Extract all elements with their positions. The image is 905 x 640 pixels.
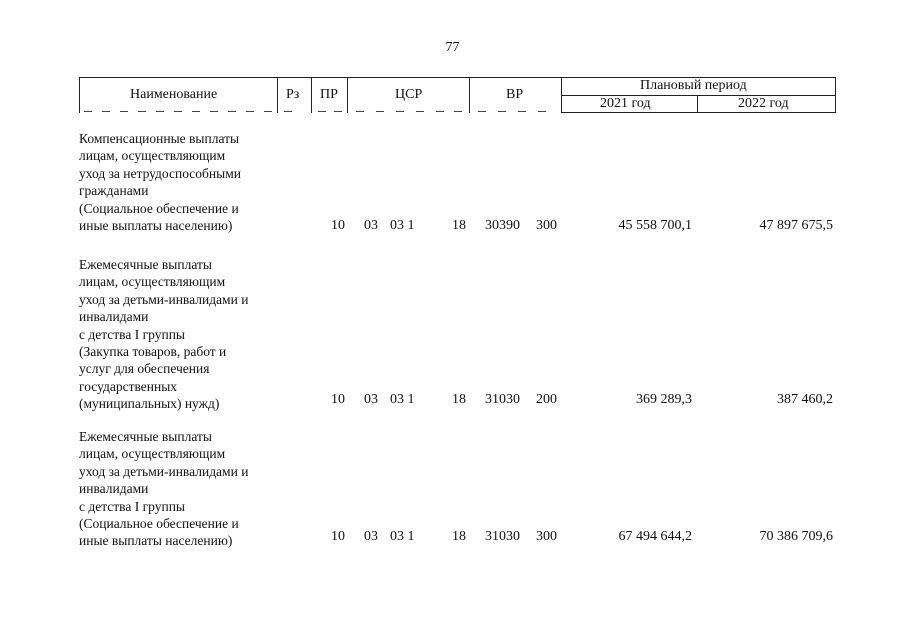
row-name-line: Ежемесячные выплаты bbox=[79, 429, 212, 444]
header-dash bbox=[192, 111, 200, 112]
cell-csr-1: 03 1 bbox=[390, 392, 415, 407]
row-name-line: (Социальное обеспечение и bbox=[79, 200, 239, 216]
header-col-border bbox=[835, 77, 836, 113]
header-col-border bbox=[561, 77, 562, 113]
cell-csr-2: 18 bbox=[452, 218, 466, 233]
row-name-line: с детства I группы bbox=[79, 326, 185, 342]
row-name-line: (Закупка товаров, работ и bbox=[79, 344, 227, 360]
row-name bbox=[79, 428, 289, 550]
header-col-border bbox=[469, 77, 470, 113]
header-col-border bbox=[79, 77, 80, 113]
cell-2021: 67 494 644,2 bbox=[618, 529, 692, 544]
cell-pr: 03 bbox=[364, 392, 378, 407]
header-dash bbox=[318, 111, 326, 112]
cell-csr-3: 31030 bbox=[485, 392, 520, 407]
cell-csr-2: 18 bbox=[452, 529, 466, 544]
header-dash bbox=[156, 111, 164, 112]
header-vr: ВР bbox=[506, 87, 524, 102]
header-dash bbox=[246, 111, 254, 112]
header-dash bbox=[396, 111, 404, 112]
row-name bbox=[79, 130, 289, 234]
header-col-border bbox=[311, 77, 312, 113]
header-pr: ПР bbox=[320, 87, 338, 102]
header-dash bbox=[538, 111, 546, 112]
row-name-line: государственных bbox=[79, 378, 178, 394]
row-name-line: (Социальное обеспечение и bbox=[79, 516, 239, 532]
header-dash bbox=[84, 111, 92, 112]
row-name-line: уход за детьми-инвалидами и bbox=[79, 463, 249, 479]
row-name-line: лицам, осуществляющим bbox=[79, 148, 226, 164]
cell-2021: 45 558 700,1 bbox=[618, 218, 692, 233]
row-name-line: уход за нетрудоспособными bbox=[79, 165, 241, 181]
cell-pr: 03 bbox=[364, 218, 378, 233]
header-dash bbox=[102, 111, 110, 112]
header-dash bbox=[454, 111, 462, 112]
row-name-line: гражданами bbox=[79, 183, 149, 199]
cell-2021: 369 289,3 bbox=[636, 392, 692, 407]
cell-2022: 47 897 675,5 bbox=[759, 218, 833, 233]
cell-csr-3: 31030 bbox=[485, 529, 520, 544]
page-number: 77 bbox=[445, 40, 460, 55]
row-name-line: лицам, осуществляющим bbox=[79, 274, 226, 290]
row-name-line: услуг для обеспечения bbox=[79, 361, 210, 377]
cell-2022: 387 460,2 bbox=[777, 392, 833, 407]
header-year-2021: 2021 год bbox=[600, 96, 651, 111]
row-name-line: Ежемесячные выплаты bbox=[79, 257, 212, 272]
row-name bbox=[79, 256, 289, 413]
header-name: Наименование bbox=[130, 87, 218, 102]
header-bottom-border bbox=[561, 112, 836, 113]
cell-csr-1: 03 1 bbox=[390, 529, 415, 544]
cell-vr: 200 bbox=[536, 392, 557, 407]
cell-csr-3: 30390 bbox=[485, 218, 520, 233]
header-dash bbox=[284, 111, 292, 112]
row-name-line: с детства I группы bbox=[79, 498, 185, 514]
cell-rz: 10 bbox=[331, 218, 345, 233]
row-name-line: иные выплаты населению) bbox=[79, 533, 233, 549]
row-name-line: Компенсационные выплаты bbox=[79, 131, 240, 146]
cell-2022: 70 386 709,6 bbox=[759, 529, 833, 544]
row-name-line: (муниципальных) нужд) bbox=[79, 396, 220, 412]
cell-csr-2: 18 bbox=[452, 392, 466, 407]
cell-rz: 10 bbox=[331, 529, 345, 544]
header-dash bbox=[120, 111, 128, 112]
cell-rz: 10 bbox=[331, 392, 345, 407]
row-name-line: лицам, осуществляющим bbox=[79, 446, 226, 462]
header-dash bbox=[376, 111, 384, 112]
header-dash bbox=[228, 111, 236, 112]
header-dash bbox=[436, 111, 444, 112]
header-col-border bbox=[347, 77, 348, 113]
header-dash bbox=[334, 111, 342, 112]
row-name-line: инвалидами bbox=[79, 481, 149, 497]
row-name-line: иные выплаты населению) bbox=[79, 218, 233, 234]
header-col-border bbox=[697, 95, 698, 113]
header-dash bbox=[138, 111, 146, 112]
cell-vr: 300 bbox=[536, 529, 557, 544]
header-dash bbox=[518, 111, 526, 112]
header-csr: ЦСР bbox=[395, 87, 423, 102]
row-name-line: инвалидами bbox=[79, 309, 149, 325]
row-name-line: уход за детьми-инвалидами и bbox=[79, 291, 249, 307]
header-dash bbox=[478, 111, 486, 112]
cell-vr: 300 bbox=[536, 218, 557, 233]
header-rz: Рз bbox=[286, 87, 300, 102]
header-dash bbox=[356, 111, 364, 112]
header-dash bbox=[174, 111, 182, 112]
header-dash bbox=[264, 111, 272, 112]
header-dash bbox=[498, 111, 506, 112]
cell-pr: 03 bbox=[364, 529, 378, 544]
header-year-2022: 2022 год bbox=[738, 96, 789, 111]
header-col-border bbox=[277, 77, 278, 113]
header-dash bbox=[210, 111, 218, 112]
cell-csr-1: 03 1 bbox=[390, 218, 415, 233]
header-dash bbox=[416, 111, 424, 112]
header-planned-period: Плановый период bbox=[640, 78, 747, 93]
